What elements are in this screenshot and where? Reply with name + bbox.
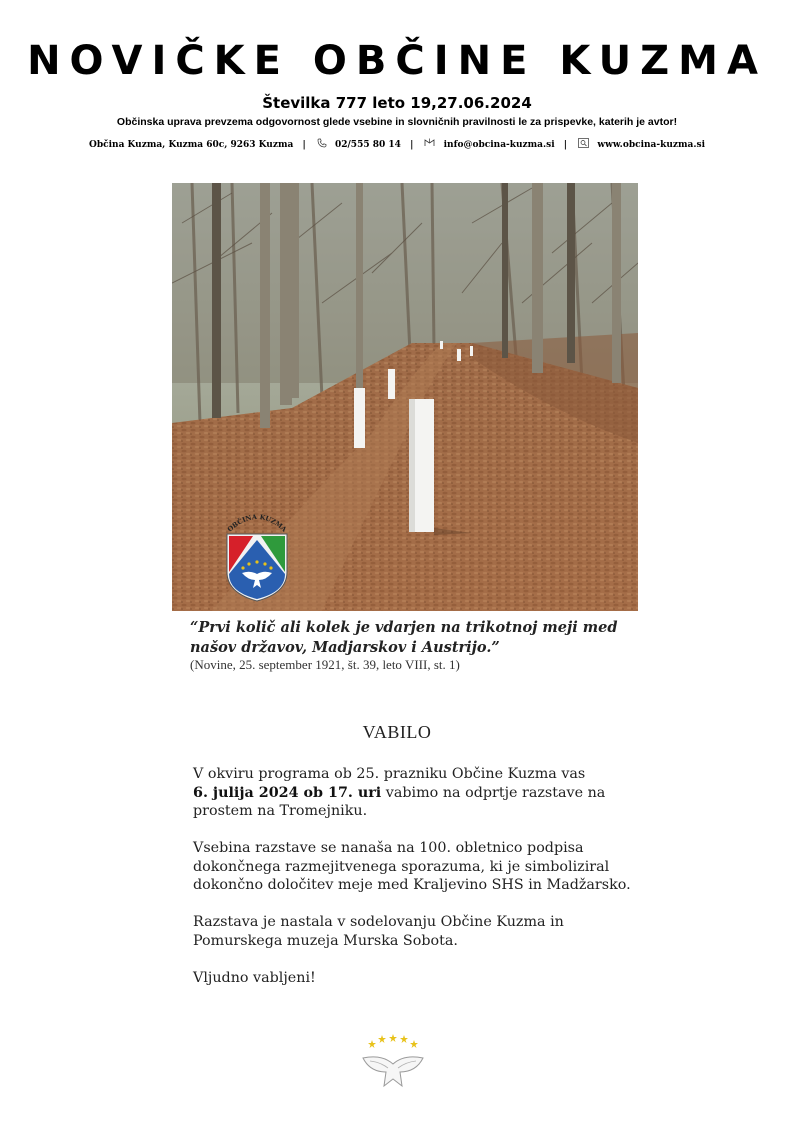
invitation-paragraph-1 — [193, 765, 633, 821]
invitation-closing: Vljudno vabljeni! — [193, 969, 316, 986]
disclaimer: Občinska uprava prevzema odgovornost glede vsebine in slovničnih pravilnosti le za prispevke, katerih je avtor! — [116, 116, 678, 128]
dove-emblem-icon — [360, 1034, 426, 1097]
invitation-paragraph-3: Razstava je nastala v sodelovanju Občine Kuzma in Pomurskega muzeja Murska Sobota. — [193, 914, 564, 949]
p1-before: V okviru programa ob 25. prazniku Občine Kuzma vas — [193, 766, 586, 782]
separator: | — [302, 140, 306, 150]
photo-caption-source: (Novine, 25. september 1921, št. 39, leto VIII, st. 1) — [190, 657, 460, 672]
crest-label: OBČINA KUZMA — [225, 512, 289, 534]
p1-after: vabimo na odprtje razstave na prostem na Tromejniku. — [193, 784, 606, 819]
web-icon — [578, 138, 589, 151]
separator: | — [563, 140, 568, 150]
mail-icon — [424, 138, 435, 151]
invitation-paragraph-2: Vsebina razstave se nanaša na 100. obletnico podpisa dokončnega razmejitvenega sporazuma, ki je simboliziral dokončno določitev meje med Kraljevino SHS in Madžarsko. — [193, 840, 631, 893]
photo-caption-quote: “Prvi količ ali kolek je vdarjen na trikotnoj meji med našov državov, Madjarskov i Austrijo.” — [190, 619, 618, 656]
issue-line: Številka 777 leto 19,27.06.2024 — [262, 94, 532, 112]
municipality-crest — [224, 510, 290, 610]
address: Občina Kuzma, Kuzma 60c, 9263 Kuzma — [89, 140, 294, 150]
phone-number[interactable]: 02/555 80 14 — [335, 140, 401, 150]
svg-text:OBČINA KUZMA — [226, 513, 289, 534]
contact-line — [0, 138, 794, 151]
phone-icon — [317, 138, 327, 151]
newsletter-title: NOVIČKE OBČINE KUZMA — [27, 38, 767, 84]
invitation-body — [193, 765, 633, 1006]
email-link[interactable]: info@obcina-kuzma.si — [443, 140, 555, 150]
invitation-heading: VABILO — [362, 722, 432, 742]
event-date: 6. julija 2024 ob 17. uri — [193, 784, 382, 801]
website-link[interactable]: www.obcina-kuzma.si — [597, 140, 705, 150]
separator: | — [410, 140, 414, 150]
